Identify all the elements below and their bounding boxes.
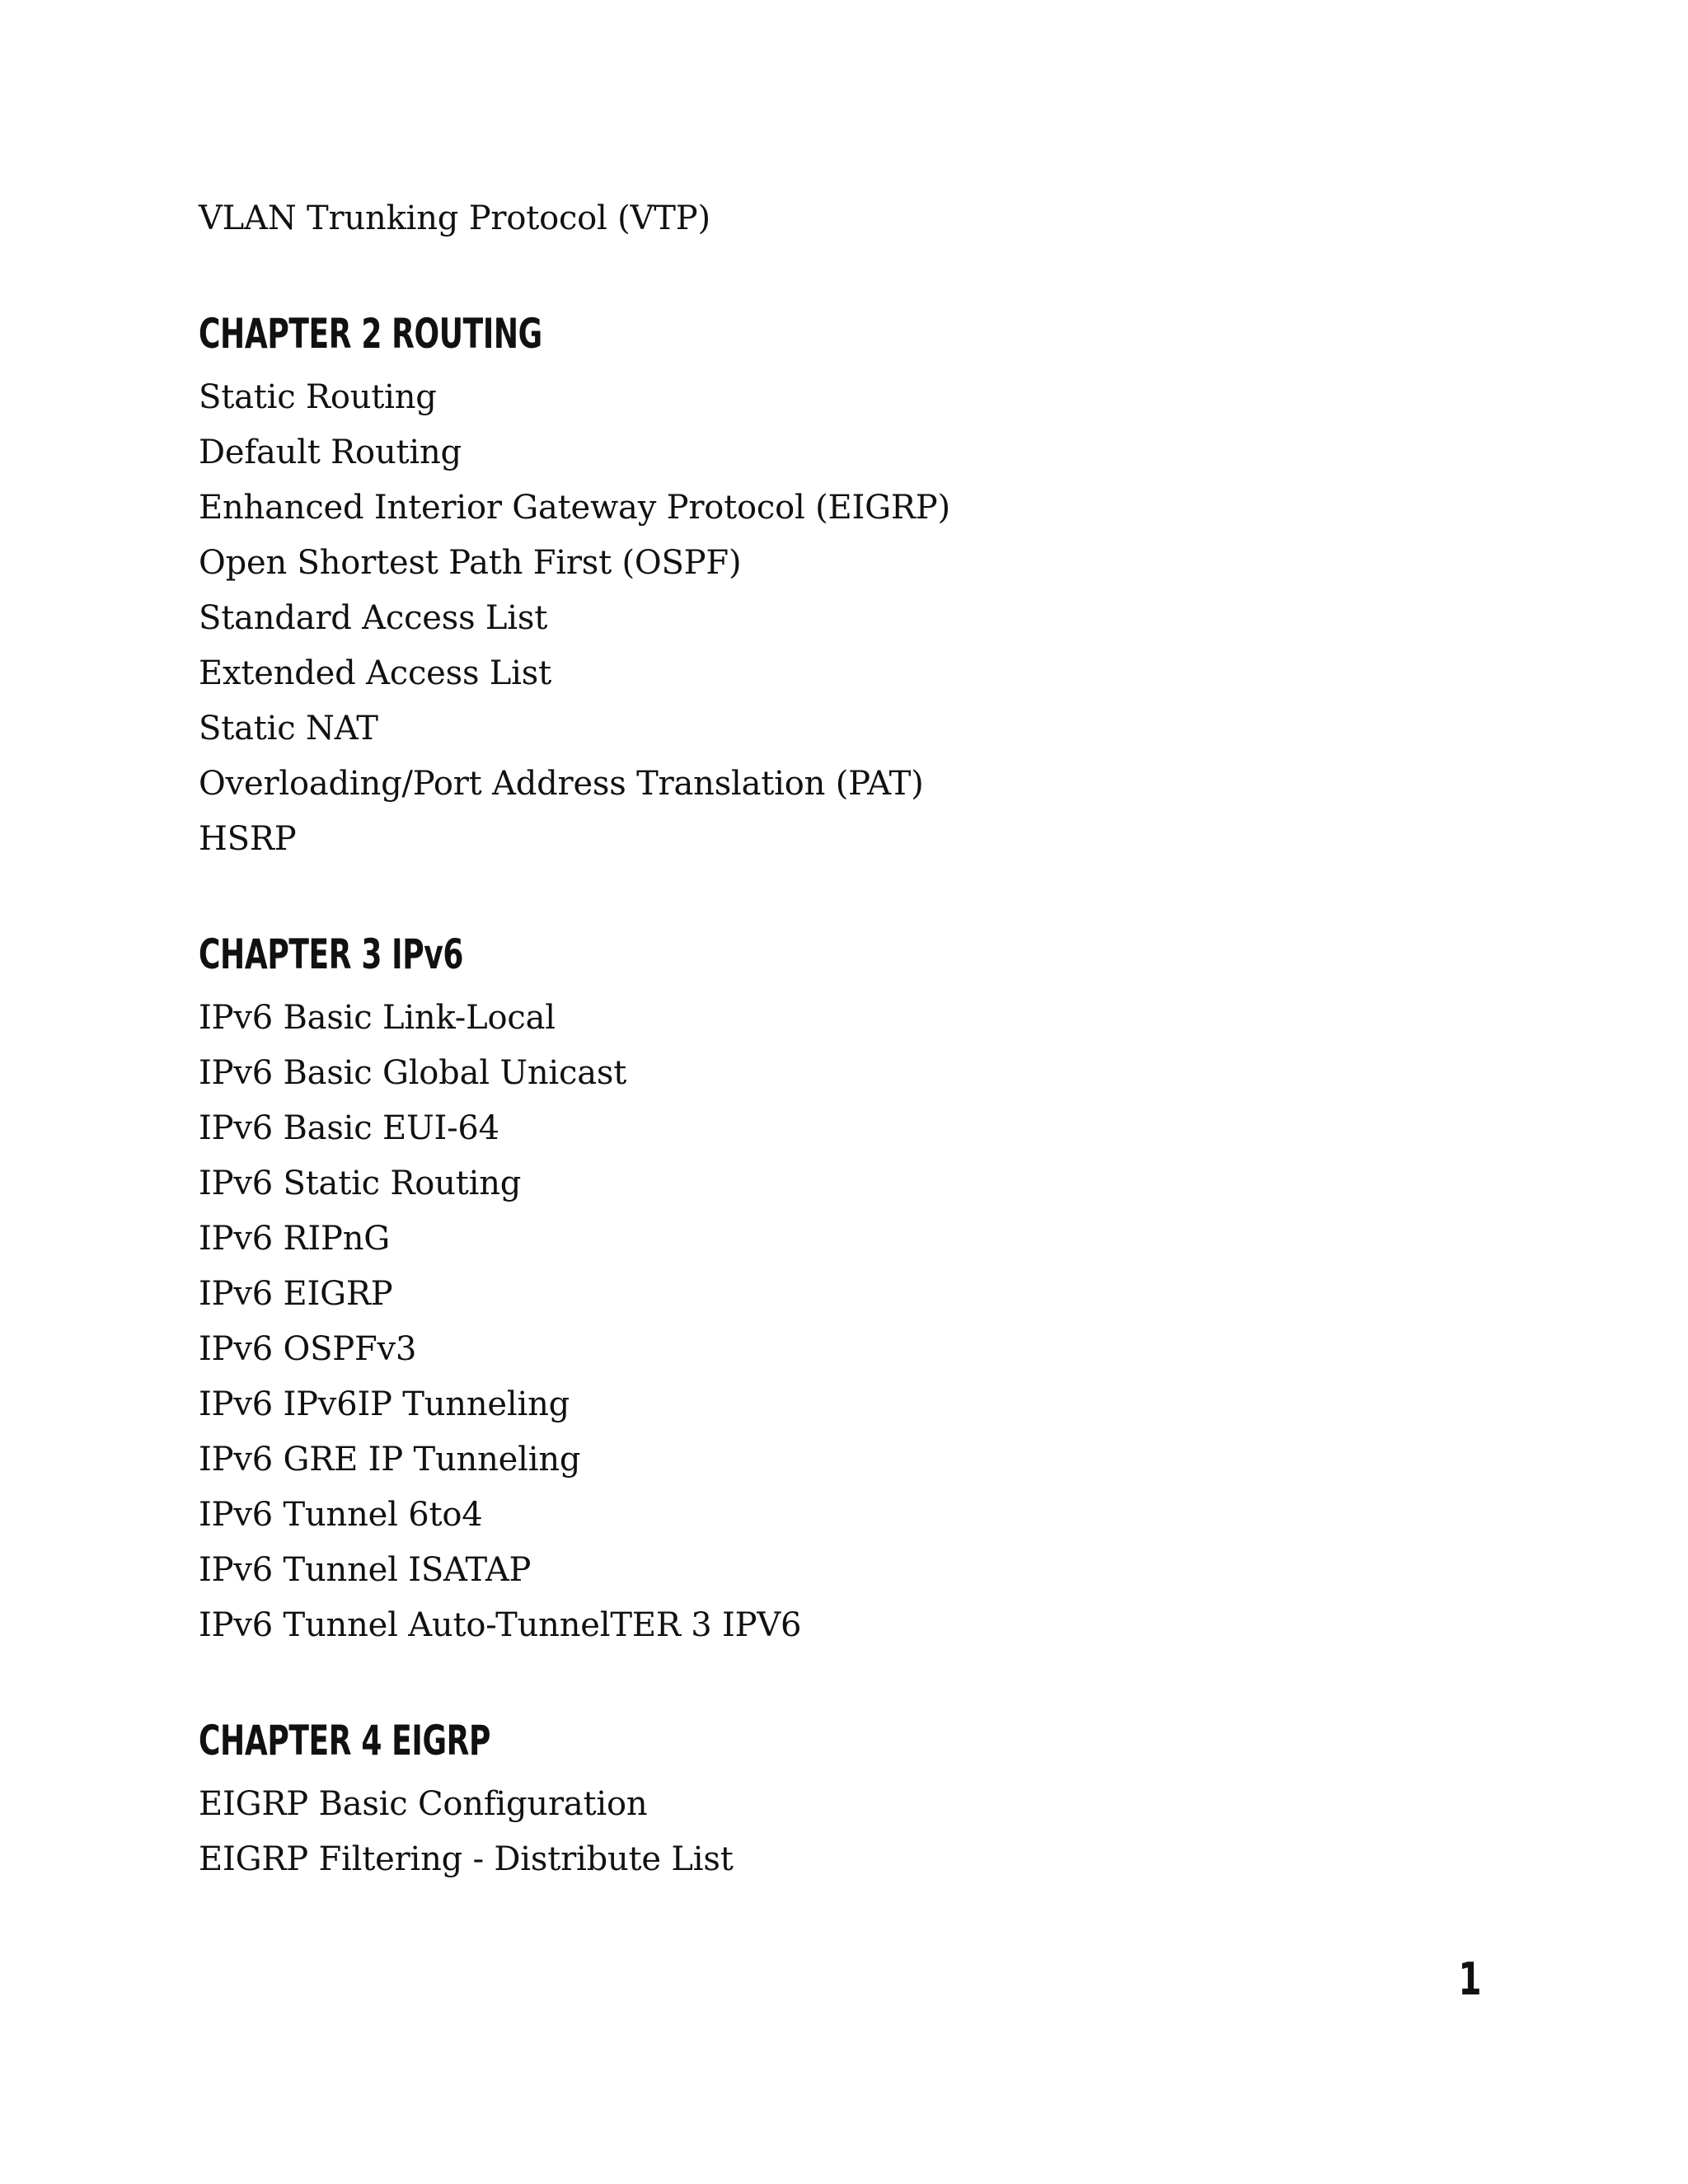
toc-entry: HSRP: [199, 820, 297, 858]
chapter-section-ipv6: [199, 921, 1484, 1653]
table-of-contents: [199, 191, 1484, 1887]
toc-entry: Static Routing: [199, 378, 437, 416]
chapter-heading: CHAPTER 2 ROUTING: [199, 310, 542, 358]
toc-entry: EIGRP Basic Configuration: [199, 1785, 648, 1823]
toc-entry: IPv6 Basic Global Unicast: [199, 1054, 627, 1092]
toc-entry: IPv6 RIPnG: [199, 1220, 391, 1258]
chapter-section-eigrp: [199, 1708, 1484, 1887]
toc-entry: IPv6 Tunnel 6to4: [199, 1496, 483, 1534]
toc-entry: IPv6 EIGRP: [199, 1275, 393, 1313]
toc-entry: IPv6 IPv6IP Tunneling: [199, 1385, 570, 1423]
toc-entry: IPv6 Tunnel Auto-TunnelTER 3 IPV6: [199, 1606, 802, 1644]
toc-entry: Static NAT: [199, 710, 378, 748]
chapter-heading: CHAPTER 3 IPv6: [199, 930, 464, 978]
toc-entry: VLAN Trunking Protocol (VTP): [199, 199, 710, 237]
toc-entry: IPv6 GRE IP Tunneling: [199, 1441, 581, 1479]
toc-entry: IPv6 OSPFv3: [199, 1330, 417, 1368]
toc-entry: IPv6 Static Routing: [199, 1165, 522, 1202]
toc-entry: Open Shortest Path First (OSPF): [199, 544, 742, 582]
toc-entry: IPv6 Tunnel ISATAP: [199, 1551, 532, 1589]
toc-entry: Standard Access List: [199, 599, 548, 637]
toc-entry: Default Routing: [199, 434, 462, 471]
page-number: 1: [1458, 1953, 1482, 2005]
toc-entry: Overloading/Port Address Translation (PAT): [199, 765, 924, 803]
chapter-heading: CHAPTER 4 EIGRP: [199, 1717, 491, 1765]
intro-list: [199, 191, 1484, 246]
toc-entry: Extended Access List: [199, 654, 551, 692]
toc-entry: IPv6 Basic EUI-64: [199, 1109, 499, 1147]
toc-entry: Enhanced Interior Gateway Protocol (EIGRP): [199, 489, 950, 527]
toc-entry: IPv6 Basic Link-Local: [199, 999, 556, 1037]
chapter-section-routing: [199, 301, 1484, 867]
toc-entry: EIGRP Filtering - Distribute List: [199, 1840, 734, 1878]
